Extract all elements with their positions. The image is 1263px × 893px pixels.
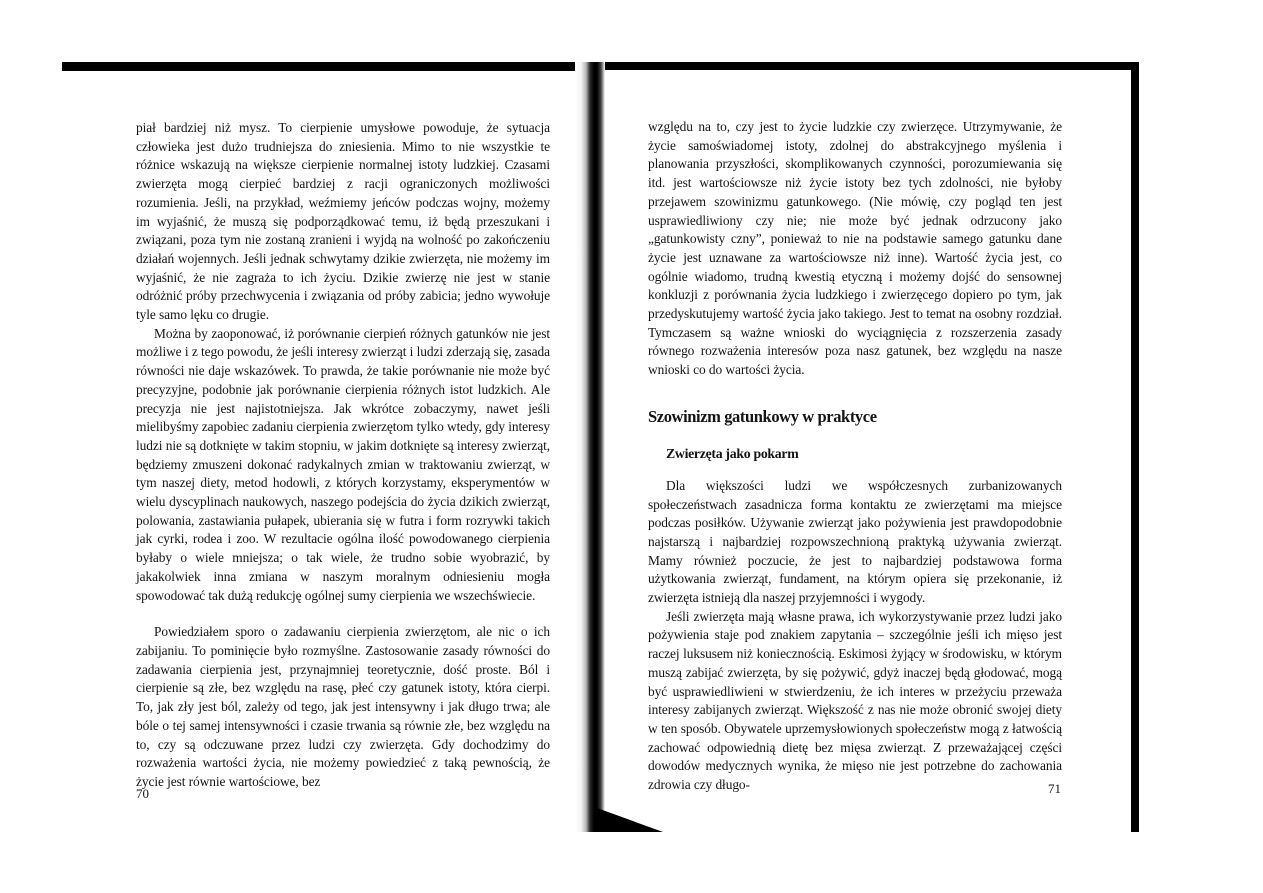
left-paragraph-2: Można by zaoponować, iż porównanie cierpień różnych gatunków nie jest możliwe i z tego powodu, że jeśli interesy zwierząt i ludzi zderzają się, zasada równości nie daje wskazówek. To prawda, że takie porównanie nie może być precyzyjne, podobnie jak porównanie cierpienia różnych istot ludzkich. Ale precyzja nie jest najistotniejsza. Jak wkrótce zobaczymy, nawet jeśli mielibyśmy zapobiec zadaniu cierpienia zwierzętom tylko wtedy, gdy interesy ludzi nie są dotknięte w takim stopniu, w jakim dotknięte są interesy zwierząt, będziemy zmuszeni dokonać radykalnych zmian w traktowaniu zwierząt, w tym naszej diety, metod hodowli, z których korzystamy, eksperymentów w wielu dyscyplinach naukowych, naszego podejścia do życia dzikich zwierząt, polowania, zastawiania pułapek, ubierania się w futra i form rozrywki takich jak cyrki, rodea i zoo. W rezultacie ogólna ilość powodowanego cierpienia byłaby o wiele mniejsza; o tak wiele, że trudno sobie wyobrazić, by jakakolwiek inna zmiana w naszym moralnym odniesieniu mogła spowodować tak dużą redukcję ogólnej sumy cierpienia we wszechświecie. (136, 325, 550, 603)
subsection-heading: Zwierzęta jako pokarm (666, 445, 799, 461)
left-page (136, 119, 550, 792)
left-paragraph-1: piał bardziej niż mysz. To cierpienie umysłowe powoduje, że sytuacja człowieka jest dużo trudniejsza do zniesienia. Mimo to nie wszystkie te różnice wskazują na większe cierpienie normalnej istoty ludzkiej. Czasami zwierzęta mogą cierpieć bardziej z racji ograniczonych możliwości rozumienia. Jeśli, na przykład, weźmiemy jeńców podczas wojny, możemy im wyjaśnić, że muszą się podporządkować temu, iż będą przeszukani i związani, poza tym nie zostaną zranieni i wyjdą na wolność po zakończeniu działań wojennych. Jeśli jednak schwytamy dzikie zwierzęta, nie możemy im wyjaśnić, że nie zagraża to ich życiu. Dzikie zwierzę nie jest w stanie odróżnić próby przechwycenia i związania od próby zabicia; jedno wywołuje tyle samo lęku co drugie. (136, 120, 550, 323)
section-heading: Szowinizm gatunkowy w praktyce (648, 406, 877, 426)
left-page-number: 70 (136, 786, 149, 801)
right-paragraph-top: względu na to, czy jest to życie ludzkie czy zwierzęce. Utrzymywanie, że życie samoświadomej istoty, zdolnej do abstrakcyjnego myślenia i planowania przyszłości, skomplikowanych czynności, porozumiewania się itd. jest wartościowsze niż życie istoty bez tych zdolności, nie byłoby przejawem szowinizmu gatunkowego. (Nie mówię, czy pogląd ten jest usprawiedliwiony czy nie; nie może być jednak odrzucony jako „gatunkowisty czny”, ponieważ to nie na podstawie samego gatunku dane życie jest uznawane za wartościowsze niż inne). Wartość życia jest, co ogólnie wiadomo, trudną kwestią etyczną i możemy dojść do sensownej konkluzji z porównania życia ludzkiego i zwierzęcego dopiero po tym, jak przedyskutujemy wartość życia jako takiego. Jest to temat na osobny rozdział. Tymczasem są ważne wnioski do wyciągnięcia z rozszerzenia zasady równego rozważenia interesów poza nasz gatunek, bez względu na nasze wnioski co do wartości życia. (648, 119, 1062, 378)
scan-border-top-left (62, 62, 582, 71)
scan-border-right (1131, 62, 1139, 832)
left-paragraph-3: Powiedziałem sporo o zadawaniu cierpienia zwierzętom, ale nic o ich zabijaniu. To pominięcie było rozmyślne. Zastosowanie zasady równości do zadawania cierpienia jest, przynajmniej teoretycznie, dość proste. Ból i cierpienie są złe, bez względu na rasę, płeć czy gatunek istoty, która cierpi. To, jak zły jest ból, zależy od tego, jak jest intensywny i jak długo trwa; ale bóle o tej samej intensywności i czasie trwania są równie złe, bez względu na to, czy są odczuwane przez ludzi czy zwierzęta. Gdy dochodzimy do rozważenia wartości życia, nie możemy powiedzieć z taką pewnością, że życie jest równie wartościowe, bez (136, 624, 550, 789)
scan-border-top-right (590, 62, 1138, 70)
right-paragraph-1: Dla większości ludzi we współczesnych zurbanizowanych społeczeństwach zasadnicza forma kontaktu ze zwierzętami ma miejsce podczas posiłków. Używanie zwierząt jako pożywienia jest prawdopodobnie najstarszą i najbardziej rozpowszechnioną praktyką używania zwierząt. Mamy również poczucie, że jest to najbardziej podstawowa forma użytkowania zwierząt, fundament, na którym opiera się przekonanie, iż zwierzęta istnieją dla naszej przyjemności i wygody. (648, 477, 1062, 606)
right-paragraph-2: Jeśli zwierzęta mają własne prawa, ich wykorzystywanie przez ludzi jako pożywienia staje pod znakiem zapytania – szczególnie jeśli ich mięso jest raczej luksusem niż koniecznością. Eskimosi żyjący w środowisku, w którym muszą zabijać zwierzęta, by się pożywić, gdyż inaczej będą głodować, mogą być usprawiedliwieni w stwierdzeniu, że ich interes w przeżyciu przeważa interesy zabijanych zwierząt. Większość z nas nie może obronić swojej diety w ten sposób. Obywatele uprzemysłowionych społeczeństw mogą z łatwością zachować odpowiednią dietę bez mięsa zwierząt. Z przeważającej części dowodów medycznych wynika, że mięso nie jest potrzebne do zachowania zdrowia czy długo- (648, 608, 1062, 793)
book-gutter-shadow (597, 808, 663, 832)
right-page (648, 118, 1062, 795)
book-gutter (575, 62, 605, 832)
right-page-number: 71 (1048, 781, 1061, 796)
